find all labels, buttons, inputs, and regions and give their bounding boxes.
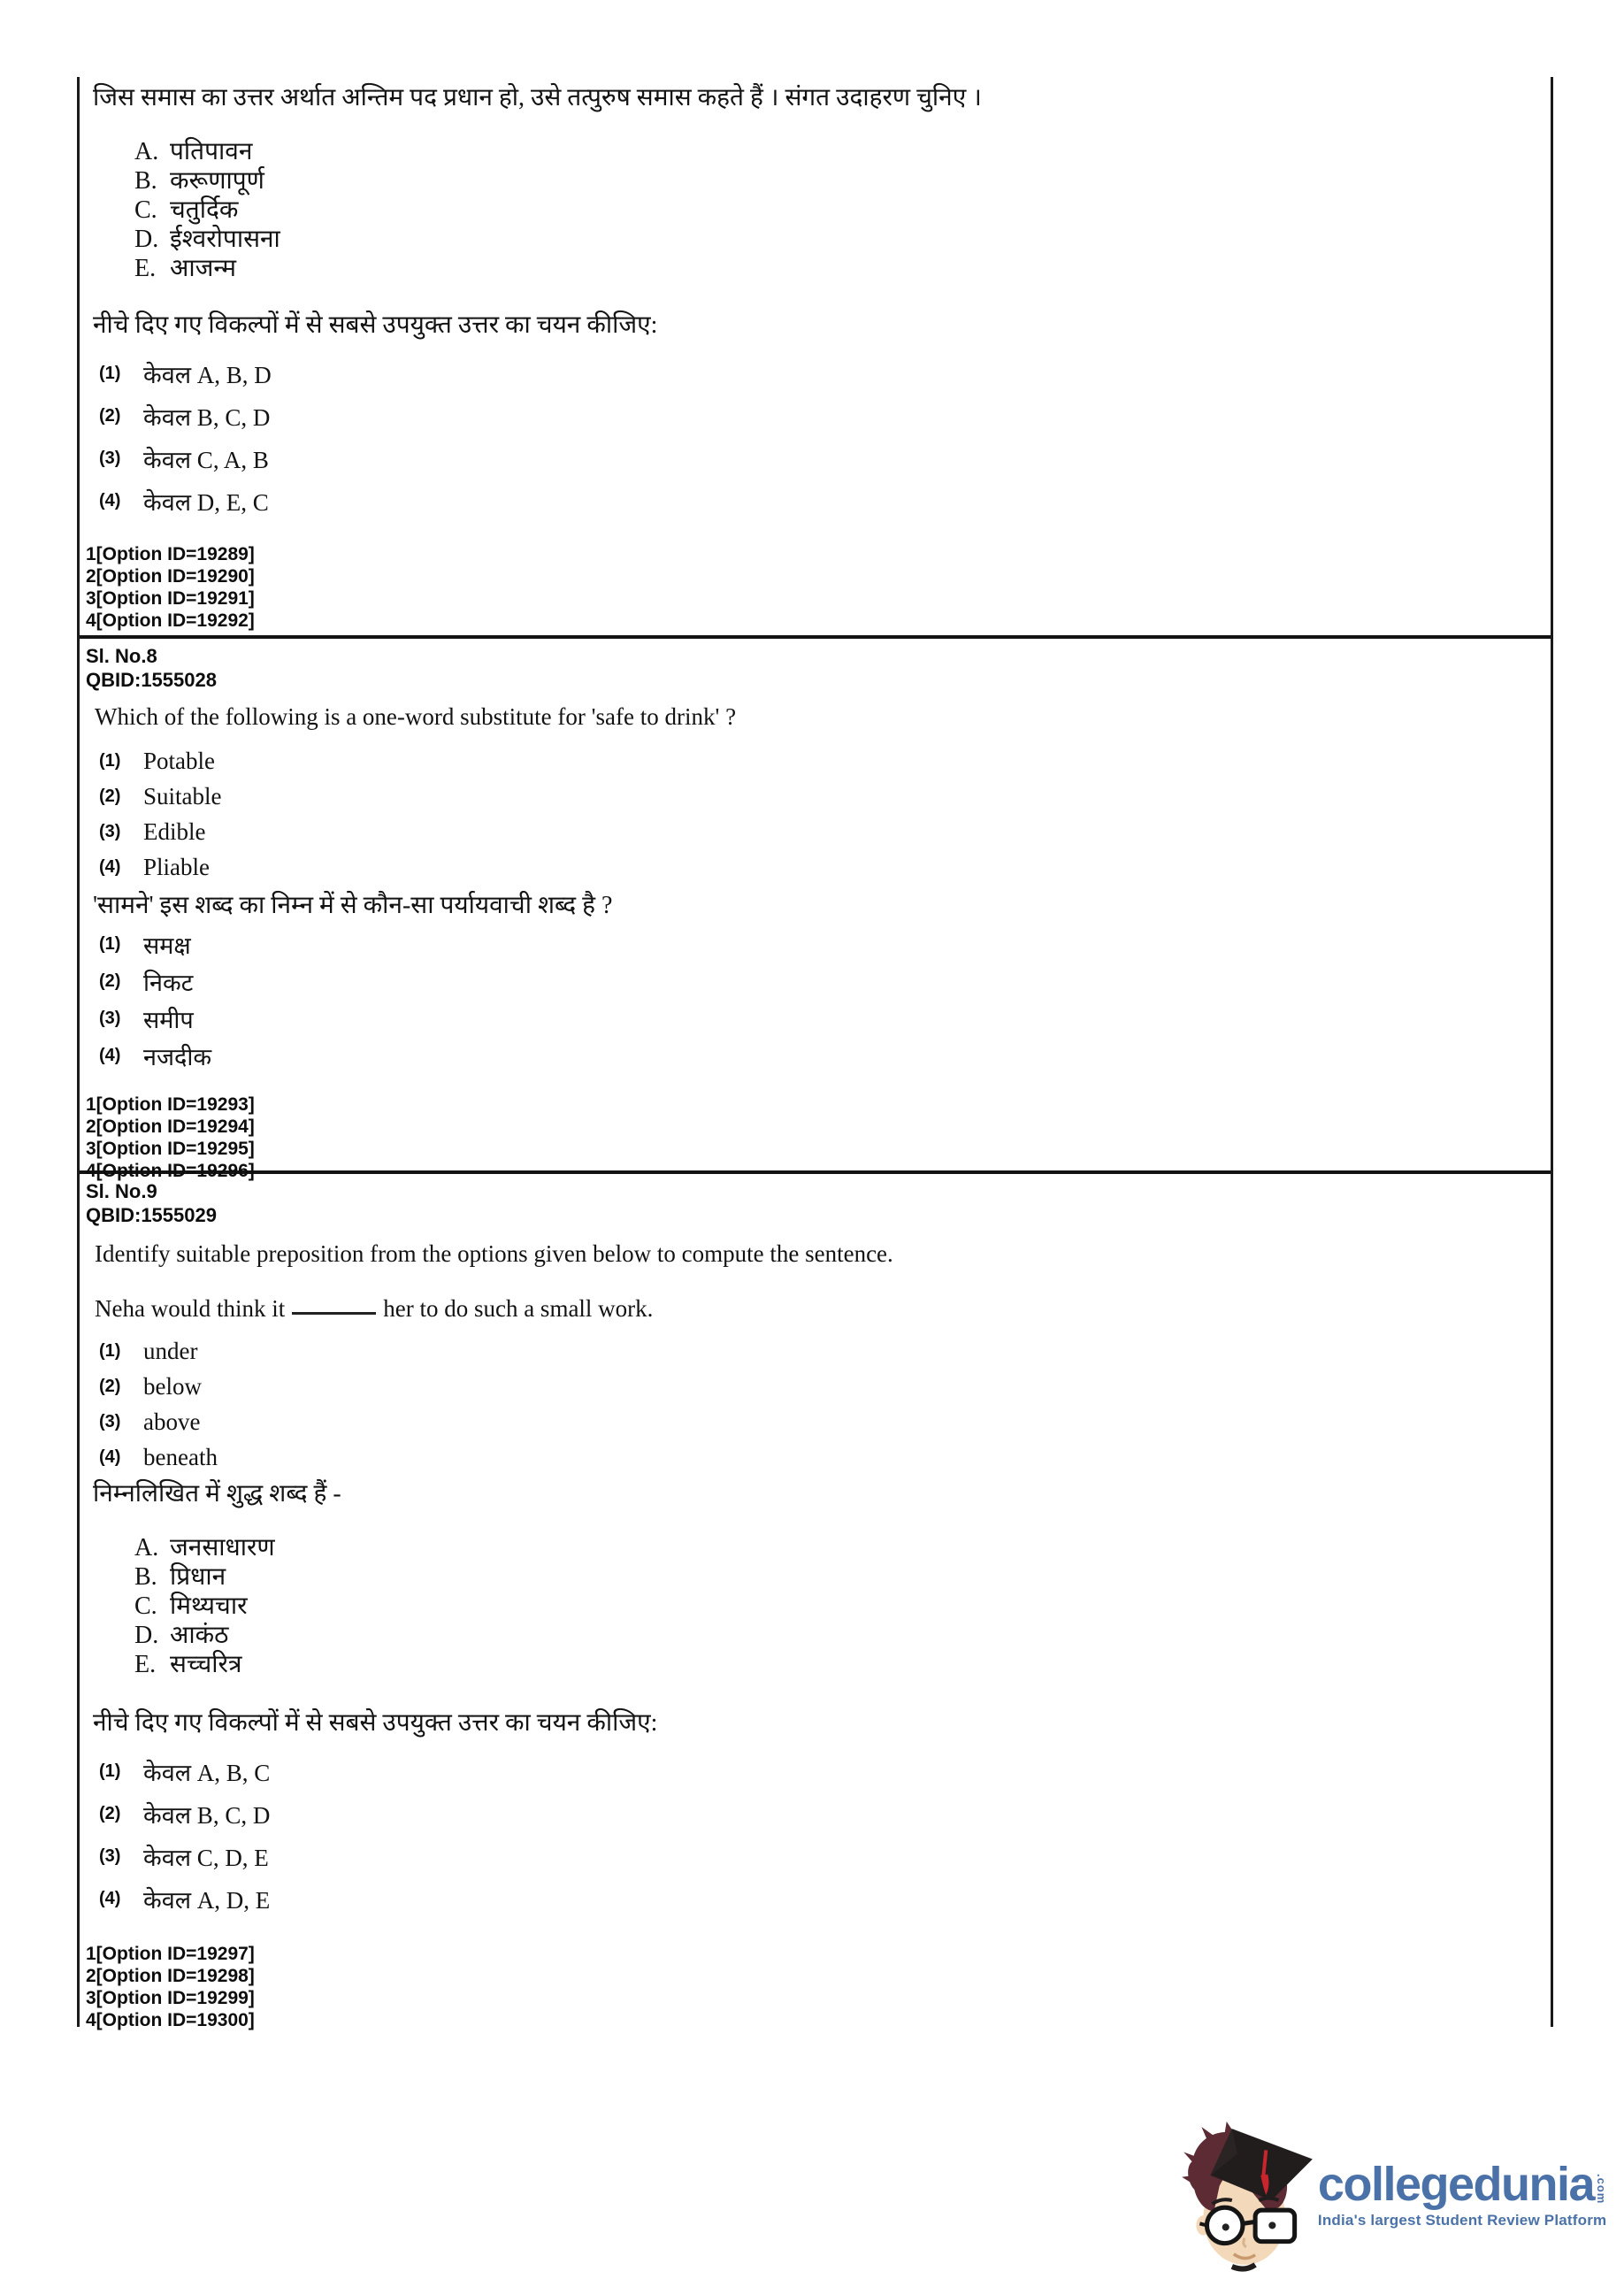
mcq-option-4: [99, 480, 1551, 522]
option-number: (4): [99, 1888, 121, 1908]
option-id: 2[Option ID=19298]: [86, 1966, 255, 1986]
list-item: [134, 166, 1551, 196]
collegedunia-logo: [1180, 2118, 1608, 2270]
mcq-option-3: [99, 814, 1551, 849]
option-number: (1): [99, 933, 121, 954]
brand-name: collegedunia: [1317, 2157, 1594, 2211]
option-number: (1): [99, 1340, 121, 1361]
option-text: Pliable: [143, 853, 210, 880]
option-number: (1): [99, 750, 121, 771]
brand-tagline: India's largest Student Review Platform: [1317, 2211, 1607, 2229]
option-id: 4[Option ID=19300]: [86, 2010, 255, 2030]
letter-text: प्रिधान: [170, 1563, 226, 1591]
list-item: [134, 1621, 1551, 1650]
q7-option-ids: [86, 543, 1551, 632]
letter-text: आजन्म: [170, 255, 237, 282]
option-number: (3): [99, 1845, 121, 1866]
list-item: [134, 1533, 1551, 1562]
letter-label: D.: [134, 1622, 159, 1649]
list-item: [134, 1592, 1551, 1621]
option-text: समक्ष: [143, 932, 191, 959]
mcq-option-2: [99, 963, 1551, 1000]
mcq-option-3: [99, 1835, 1551, 1877]
letter-text: चतुर्दिक: [170, 196, 239, 224]
letter-text: मिथ्यचार: [170, 1592, 248, 1620]
mcq-option-4: [99, 1439, 1551, 1475]
option-text: Suitable: [143, 782, 222, 810]
mcq-option-3: [99, 1404, 1551, 1439]
question-table: [77, 77, 1553, 2030]
q9-hindi-prompt: निम्नलिखित में शुद्ध शब्द हैं -: [93, 1480, 341, 1508]
question-block-8: [80, 635, 1551, 1181]
q9-english-question: Identify suitable preposition from the options given below to compute the sentence.: [95, 1240, 893, 1267]
q7-instruction: नीचे दिए गए विकल्पों में से सबसे उपयुक्त उत्तर का चयन कीजिए:: [93, 311, 658, 339]
option-number: (2): [99, 405, 121, 426]
letter-label: A.: [134, 1534, 159, 1562]
q9-letter-list: [134, 1533, 1551, 1679]
option-number: (4): [99, 1045, 121, 1065]
option-number: (2): [99, 786, 121, 806]
option-text: Potable: [143, 747, 215, 774]
q8-hindi-question: 'सामने' इस शब्द का निम्न में से कौन-सा पर्यायवाची शब्द है ?: [93, 892, 613, 919]
collegedunia-mascot-icon: [1180, 2118, 1314, 2270]
option-number: (2): [99, 971, 121, 991]
q7-hindi-question: जिस समास का उत्तर अर्थात अन्तिम पद प्रधान हो, उसे तत्पुरुष समास कहते हैं । संगत उदाहरण चुनिए ।: [93, 84, 982, 111]
option-text: केवल D, E, C: [143, 488, 269, 516]
option-text: केवल A, B, C: [143, 1759, 271, 1786]
option-number: (3): [99, 1008, 121, 1028]
letter-text: ईश्वरोपासना: [170, 226, 280, 253]
letter-label: C.: [134, 196, 157, 224]
letter-label: E.: [134, 255, 157, 282]
option-text: Edible: [143, 817, 206, 845]
mcq-option-1: [99, 743, 1551, 779]
mcq-option-1: [99, 352, 1551, 395]
option-text: केवल B, C, D: [143, 403, 271, 431]
mcq-option-4: [99, 1037, 1551, 1074]
letter-text: करूणापूर्ण: [170, 167, 264, 195]
letter-label: A.: [134, 138, 159, 165]
q7-letter-list: [134, 137, 1551, 283]
brand-text-block: [1317, 2157, 1608, 2229]
option-number: (4): [99, 490, 121, 510]
mcq-option-2: [99, 395, 1551, 437]
list-item: [134, 137, 1551, 166]
option-number: (4): [99, 1446, 121, 1467]
letter-text: पतिपावन: [170, 138, 253, 165]
q8-sl-no: Sl. No.8: [86, 645, 157, 667]
q9-instruction: नीचे दिए गए विकल्पों में से सबसे उपयुक्त उत्तर का चयन कीजिए:: [93, 1709, 658, 1737]
q8-english-question: Which of the following is a one-word substitute for 'safe to drink' ?: [95, 703, 737, 730]
mcq-option-3: [99, 437, 1551, 480]
letter-label: E.: [134, 1651, 157, 1678]
option-id: 2[Option ID=19290]: [86, 566, 255, 587]
letter-text: सच्चरित्र: [170, 1651, 242, 1678]
fill-blank: [292, 1307, 376, 1315]
option-id: 1[Option ID=19293]: [86, 1094, 255, 1115]
fill-after: her to do such a small work.: [383, 1295, 654, 1322]
mcq-option-1: [99, 1333, 1551, 1369]
q7-mcq-options: [80, 352, 1551, 522]
letter-label: B.: [134, 1563, 157, 1591]
option-id: 1[Option ID=19297]: [86, 1944, 255, 1964]
option-text: केवल A, B, D: [143, 361, 272, 388]
option-number: (1): [99, 363, 121, 383]
option-id: 4[Option ID=19296]: [86, 1161, 255, 1181]
q9-qbid: QBID:1555029: [86, 1204, 217, 1226]
fill-before: Neha would think it: [95, 1295, 286, 1322]
option-number: (3): [99, 448, 121, 468]
option-text: beneath: [143, 1443, 218, 1470]
option-number: (2): [99, 1803, 121, 1823]
letter-label: B.: [134, 167, 157, 195]
option-text: under: [143, 1337, 198, 1364]
list-item: [134, 254, 1551, 283]
q9-mcq-options: [80, 1750, 1551, 1920]
q8-option-ids: [86, 1093, 1551, 1182]
mcq-option-4: [99, 1877, 1551, 1920]
q9-sl-no: Sl. No.9: [86, 1180, 157, 1202]
option-id: 1[Option ID=19289]: [86, 544, 255, 564]
mcq-option-2: [99, 779, 1551, 814]
option-id: 4[Option ID=19292]: [86, 610, 255, 631]
mcq-option-4: [99, 849, 1551, 885]
option-number: (1): [99, 1761, 121, 1781]
option-text: केवल B, C, D: [143, 1801, 271, 1829]
q9-english-options: [80, 1333, 1551, 1475]
option-text: केवल C, A, B: [143, 446, 269, 473]
list-item: [134, 196, 1551, 225]
option-id: 3[Option ID=19291]: [86, 588, 255, 609]
list-item: [134, 225, 1551, 254]
q8-hindi-options: [80, 925, 1551, 1074]
question-block-9: [80, 1170, 1551, 2030]
option-id: 3[Option ID=19295]: [86, 1139, 255, 1159]
letter-label: D.: [134, 226, 159, 253]
letter-text: जनसाधारण: [170, 1534, 275, 1562]
letter-label: C.: [134, 1592, 157, 1620]
option-number: (3): [99, 1411, 121, 1431]
q8-qbid: QBID:1555028: [86, 669, 217, 691]
option-text: समीप: [143, 1006, 194, 1033]
mcq-option-2: [99, 1792, 1551, 1835]
option-number: (3): [99, 821, 121, 841]
option-text: above: [143, 1408, 201, 1435]
option-text: केवल A, D, E: [143, 1886, 271, 1914]
mcq-option-1: [99, 1750, 1551, 1792]
mcq-option-2: [99, 1369, 1551, 1404]
option-number: (4): [99, 856, 121, 877]
option-text: below: [143, 1372, 202, 1400]
option-number: (2): [99, 1376, 121, 1396]
brand-suffix: .com: [1595, 2173, 1608, 2204]
mcq-option-1: [99, 925, 1551, 963]
mcq-option-3: [99, 1000, 1551, 1037]
q9-option-ids: [86, 1943, 1551, 2031]
option-id: 3[Option ID=19299]: [86, 1988, 255, 2008]
option-text: निकट: [143, 969, 194, 996]
option-text: नजदीक: [143, 1043, 212, 1070]
question-block-7: [80, 77, 1551, 635]
option-text: केवल C, D, E: [143, 1844, 269, 1871]
list-item: [134, 1650, 1551, 1679]
letter-text: आकंठ: [170, 1622, 229, 1649]
option-id: 2[Option ID=19294]: [86, 1116, 255, 1137]
q8-english-options: [80, 743, 1551, 885]
list-item: [134, 1562, 1551, 1592]
q9-fill-sentence: [95, 1293, 1551, 1324]
